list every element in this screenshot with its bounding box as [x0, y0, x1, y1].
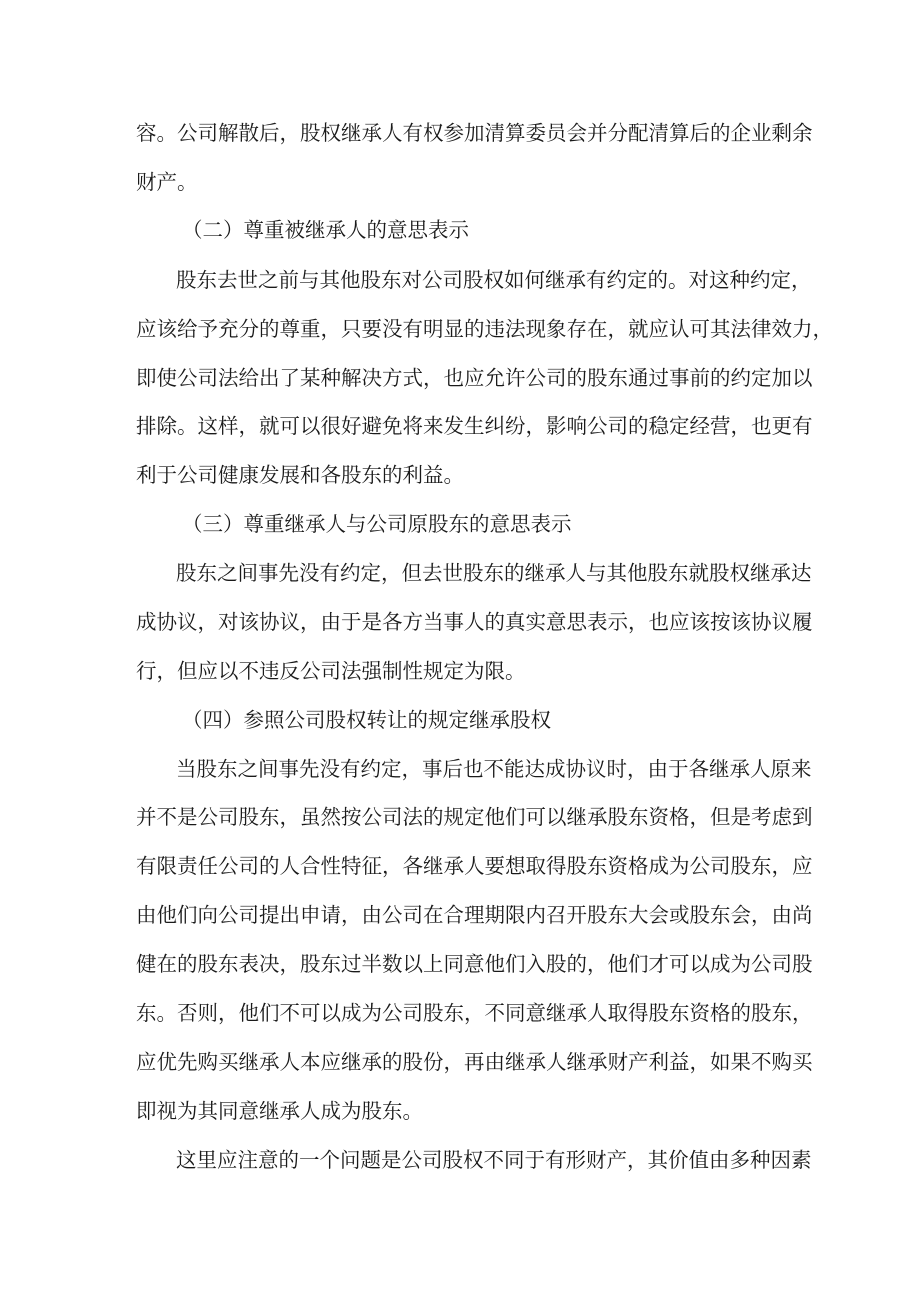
body-line: 股 东 去 世 之 前 与 其 他 股 东 对 公 司 股 权 如 何 继 承 有 约 定 的 。 对 这 种 约 定 ， — [176, 268, 812, 292]
body-line: 应 优 先 购 买 继 承 人 本 应 继 承 的 股 份 ， 再 由 继 承 人 继 承 财 产 利 益 ， 如 果 不 购 买 — [136, 1050, 813, 1074]
body-line: 利于公司健康发展和各股东的利益。 — [136, 463, 464, 487]
section-heading: （三）尊重继承人与公司原股东的意思表示 — [182, 512, 572, 536]
section-heading: （四）参照公司股权转让的规定继承股权 — [182, 708, 551, 732]
body-line: 行，但应以不违反公司法强制性规定为限。 — [136, 659, 526, 683]
body-line: 财产。 — [136, 170, 198, 194]
body-line: 应 该 给 予 充 分 的 尊 重 ， 只 要 没 有 明 显 的 违 法 现 象 存 在 ， 就 应 认 可 其 法 律 效 力 ， — [136, 317, 833, 341]
body-line: 即 使 公 司 法 给 出 了 某 种 解 决 方 式 ， 也 应 允 许 公 司 的 股 东 通 过 事 前 的 约 定 加 以 — [136, 366, 813, 390]
body-line: 有 限 责 任 公 司 的 人 合 性 特 征 ， 各 继 承 人 要 想 取 得 股 东 资 格 成 为 公 司 股 东 ， 应 — [136, 854, 813, 878]
body-line: 健 在 的 股 东 表 决 ， 股 东 过 半 数 以 上 同 意 他 们 入 股 的 ， 他 们 才 可 以 成 为 公 司 股 — [136, 952, 813, 976]
body-line: 东 。 否 则 ， 他 们 不 可 以 成 为 公 司 股 东 ， 不 同 意 继 承 人 取 得 股 东 资 格 的 股 东 ， — [136, 1001, 813, 1025]
body-line: 这 里 应 注 意 的 一 个 问 题 是 公 司 股 权 不 同 于 有 形 财 产 ， 其 价 值 由 多 种 因 素 — [176, 1148, 812, 1172]
body-line: 容 。 公 司 解 散 后 ， 股 权 继 承 人 有 权 参 加 清 算 委 员 会 并 分 配 清 算 后 的 企 业 剩 余 — [136, 121, 813, 145]
body-line: 排 除 。 这 样 ， 就 可 以 很 好 避 免 将 来 发 生 纠 纷 ， 影 响 公 司 的 稳 定 经 营 ， 也 更 有 — [136, 414, 813, 438]
body-line: 成 协 议 ， 对 该 协 议 ， 由 于 是 各 方 当 事 人 的 真 实 意 思 表 示 ， 也 应 该 按 该 协 议 履 — [136, 610, 813, 634]
body-line: 并 不 是 公 司 股 东 ， 虽 然 按 公 司 法 的 规 定 他 们 可 以 继 承 股 东 资 格 ， 但 是 考 虑 到 — [136, 805, 813, 829]
body-line: 当 股 东 之 间 事 先 没 有 约 定 ， 事 后 也 不 能 达 成 协 议 时 ， 由 于 各 继 承 人 原 来 — [176, 757, 812, 781]
body-line: 由 他 们 向 公 司 提 出 申 请 ， 由 公 司 在 合 理 期 限 内 召 开 股 东 大 会 或 股 东 会 ， 由 尚 — [136, 903, 813, 927]
body-line: 股 东 之 间 事 先 没 有 约 定 ， 但 去 世 股 东 的 继 承 人 与 其 他 股 东 就 股 权 继 承 达 — [176, 561, 812, 585]
section-heading: （二）尊重被继承人的意思表示 — [182, 218, 469, 242]
body-line: 即视为其同意继承人成为股东。 — [136, 1099, 423, 1123]
